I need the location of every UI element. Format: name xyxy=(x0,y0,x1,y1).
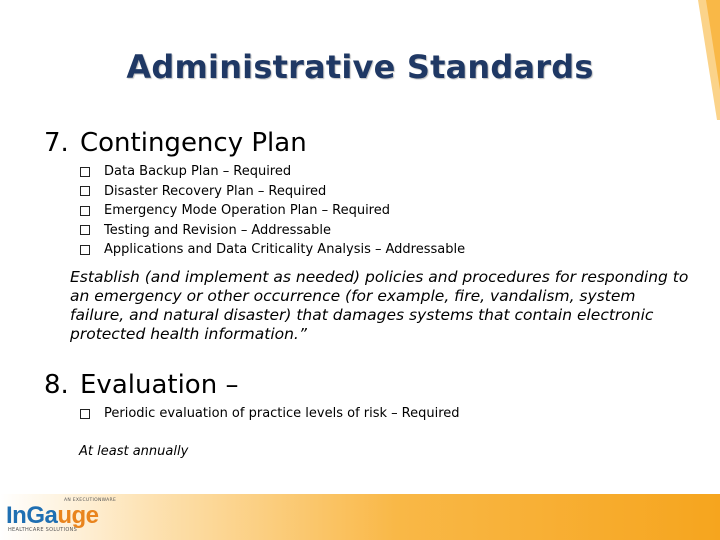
checkbox-bullet-icon xyxy=(80,186,90,196)
list-item: Testing and Revision – Addressable xyxy=(80,221,465,241)
section-8-heading xyxy=(44,370,238,400)
section-7-title: Contingency Plan xyxy=(80,128,307,158)
section-7-bullet-list xyxy=(80,162,465,260)
checkbox-bullet-icon xyxy=(80,245,90,255)
logo-top-text: AN EXECUTIONWARE xyxy=(64,498,117,503)
evaluation-note: At least annually xyxy=(79,444,189,459)
ingauge-logo xyxy=(6,496,118,536)
logo-tagline: HEALTHCARE SOLUTIONS xyxy=(8,527,78,533)
section-8-title: Evaluation – xyxy=(80,370,239,400)
list-item: Periodic evaluation of practice levels of risk – Required xyxy=(80,404,460,424)
section-7-number: 7. xyxy=(44,128,69,158)
section-7-heading xyxy=(44,128,307,158)
checkbox-bullet-icon xyxy=(80,225,90,235)
slide-title: Administrative Standards xyxy=(126,48,594,86)
checkbox-bullet-icon xyxy=(80,206,90,216)
section-8-number: 8. xyxy=(44,370,69,400)
list-item: Applications and Data Criticality Analysis – Addressable xyxy=(80,240,465,260)
checkbox-bullet-icon xyxy=(80,167,90,177)
section-8-bullet-list xyxy=(80,404,460,424)
list-item: Emergency Mode Operation Plan – Required xyxy=(80,201,465,221)
contingency-plan-description: Establish (and implement as needed) policies and procedures for responding to an emergency or other occurrence (for example, fire, vandalism, system failure, and natural disaster) that damages systems that contain electronic protected health information.” xyxy=(70,268,689,343)
list-item: Data Backup Plan – Required xyxy=(80,162,465,182)
logo-wordmark: InGauge xyxy=(6,502,99,529)
list-item: Disaster Recovery Plan – Required xyxy=(80,182,465,202)
checkbox-bullet-icon xyxy=(80,409,90,419)
